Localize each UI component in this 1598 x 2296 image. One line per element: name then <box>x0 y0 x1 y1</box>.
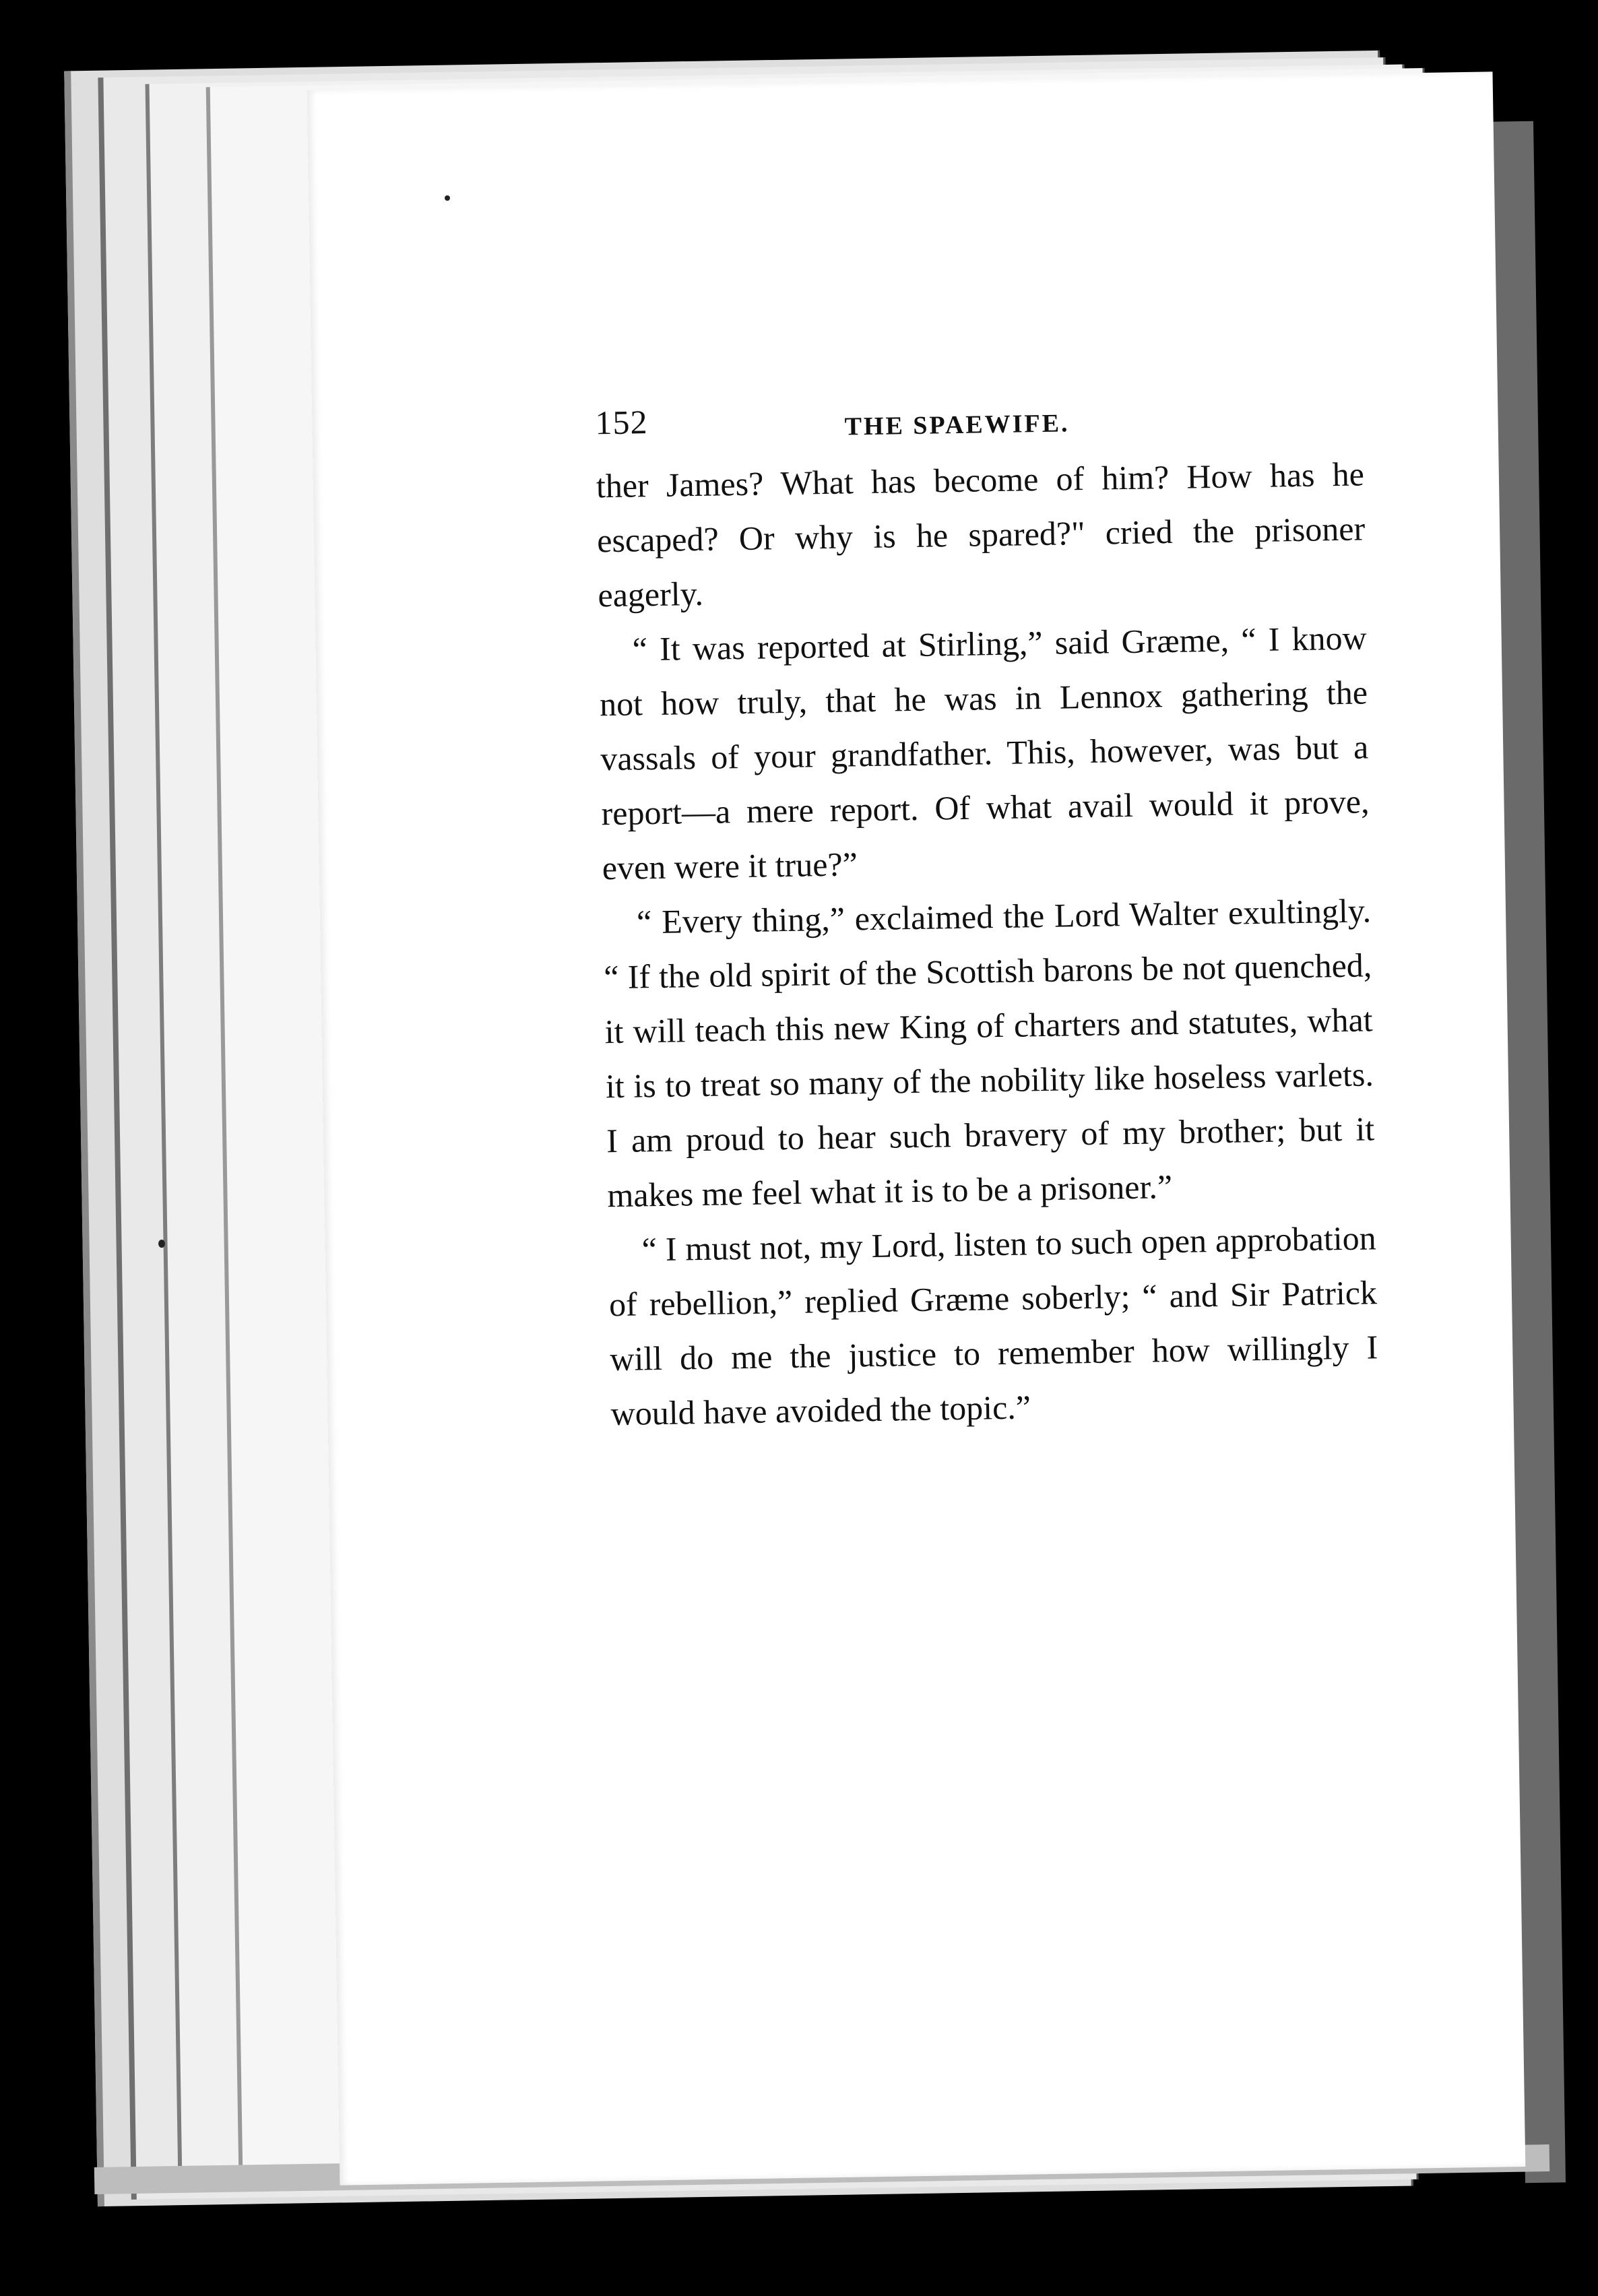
running-title: THE SPAEWIFE. <box>844 409 1070 441</box>
dust-speck <box>445 195 450 201</box>
paragraph: “ Every thing,” exclaimed the Lord Walter exultingly. “ If the old spirit of the Scottish barons be not quenched, it will teach this new King of charters and statutes, what it is to treat so many of the nobility like hoseless varlets. I am proud to hear such bravery of my brother; but it makes me feel what it is to be a prisoner.” <box>603 891 1375 1215</box>
book-page <box>307 71 1526 2185</box>
paragraph: ther James? What has become of him? How has he escaped? Or why is he spared?" cried the prisoner eagerly. <box>596 455 1366 614</box>
dust-speck <box>158 1240 165 1248</box>
paragraph: “ I must not, my Lord, listen to such open approbation of rebellion,” replied Græme soberly; “ and Sir Patrick will do me the justice to remember how willingly I would have avoided the topic.” <box>608 1219 1378 1433</box>
running-head <box>595 383 1364 456</box>
text-block <box>595 383 1379 1441</box>
page-number: 152 <box>595 403 648 442</box>
paragraph: “ It was reported at Stirling,” said Græme, “ I know not how truly, that he was in Lennox gathering the vassals of your grandfather. This, however, was but a report—a mere report. Of what avail would it prove, even were it true?” <box>599 618 1370 887</box>
